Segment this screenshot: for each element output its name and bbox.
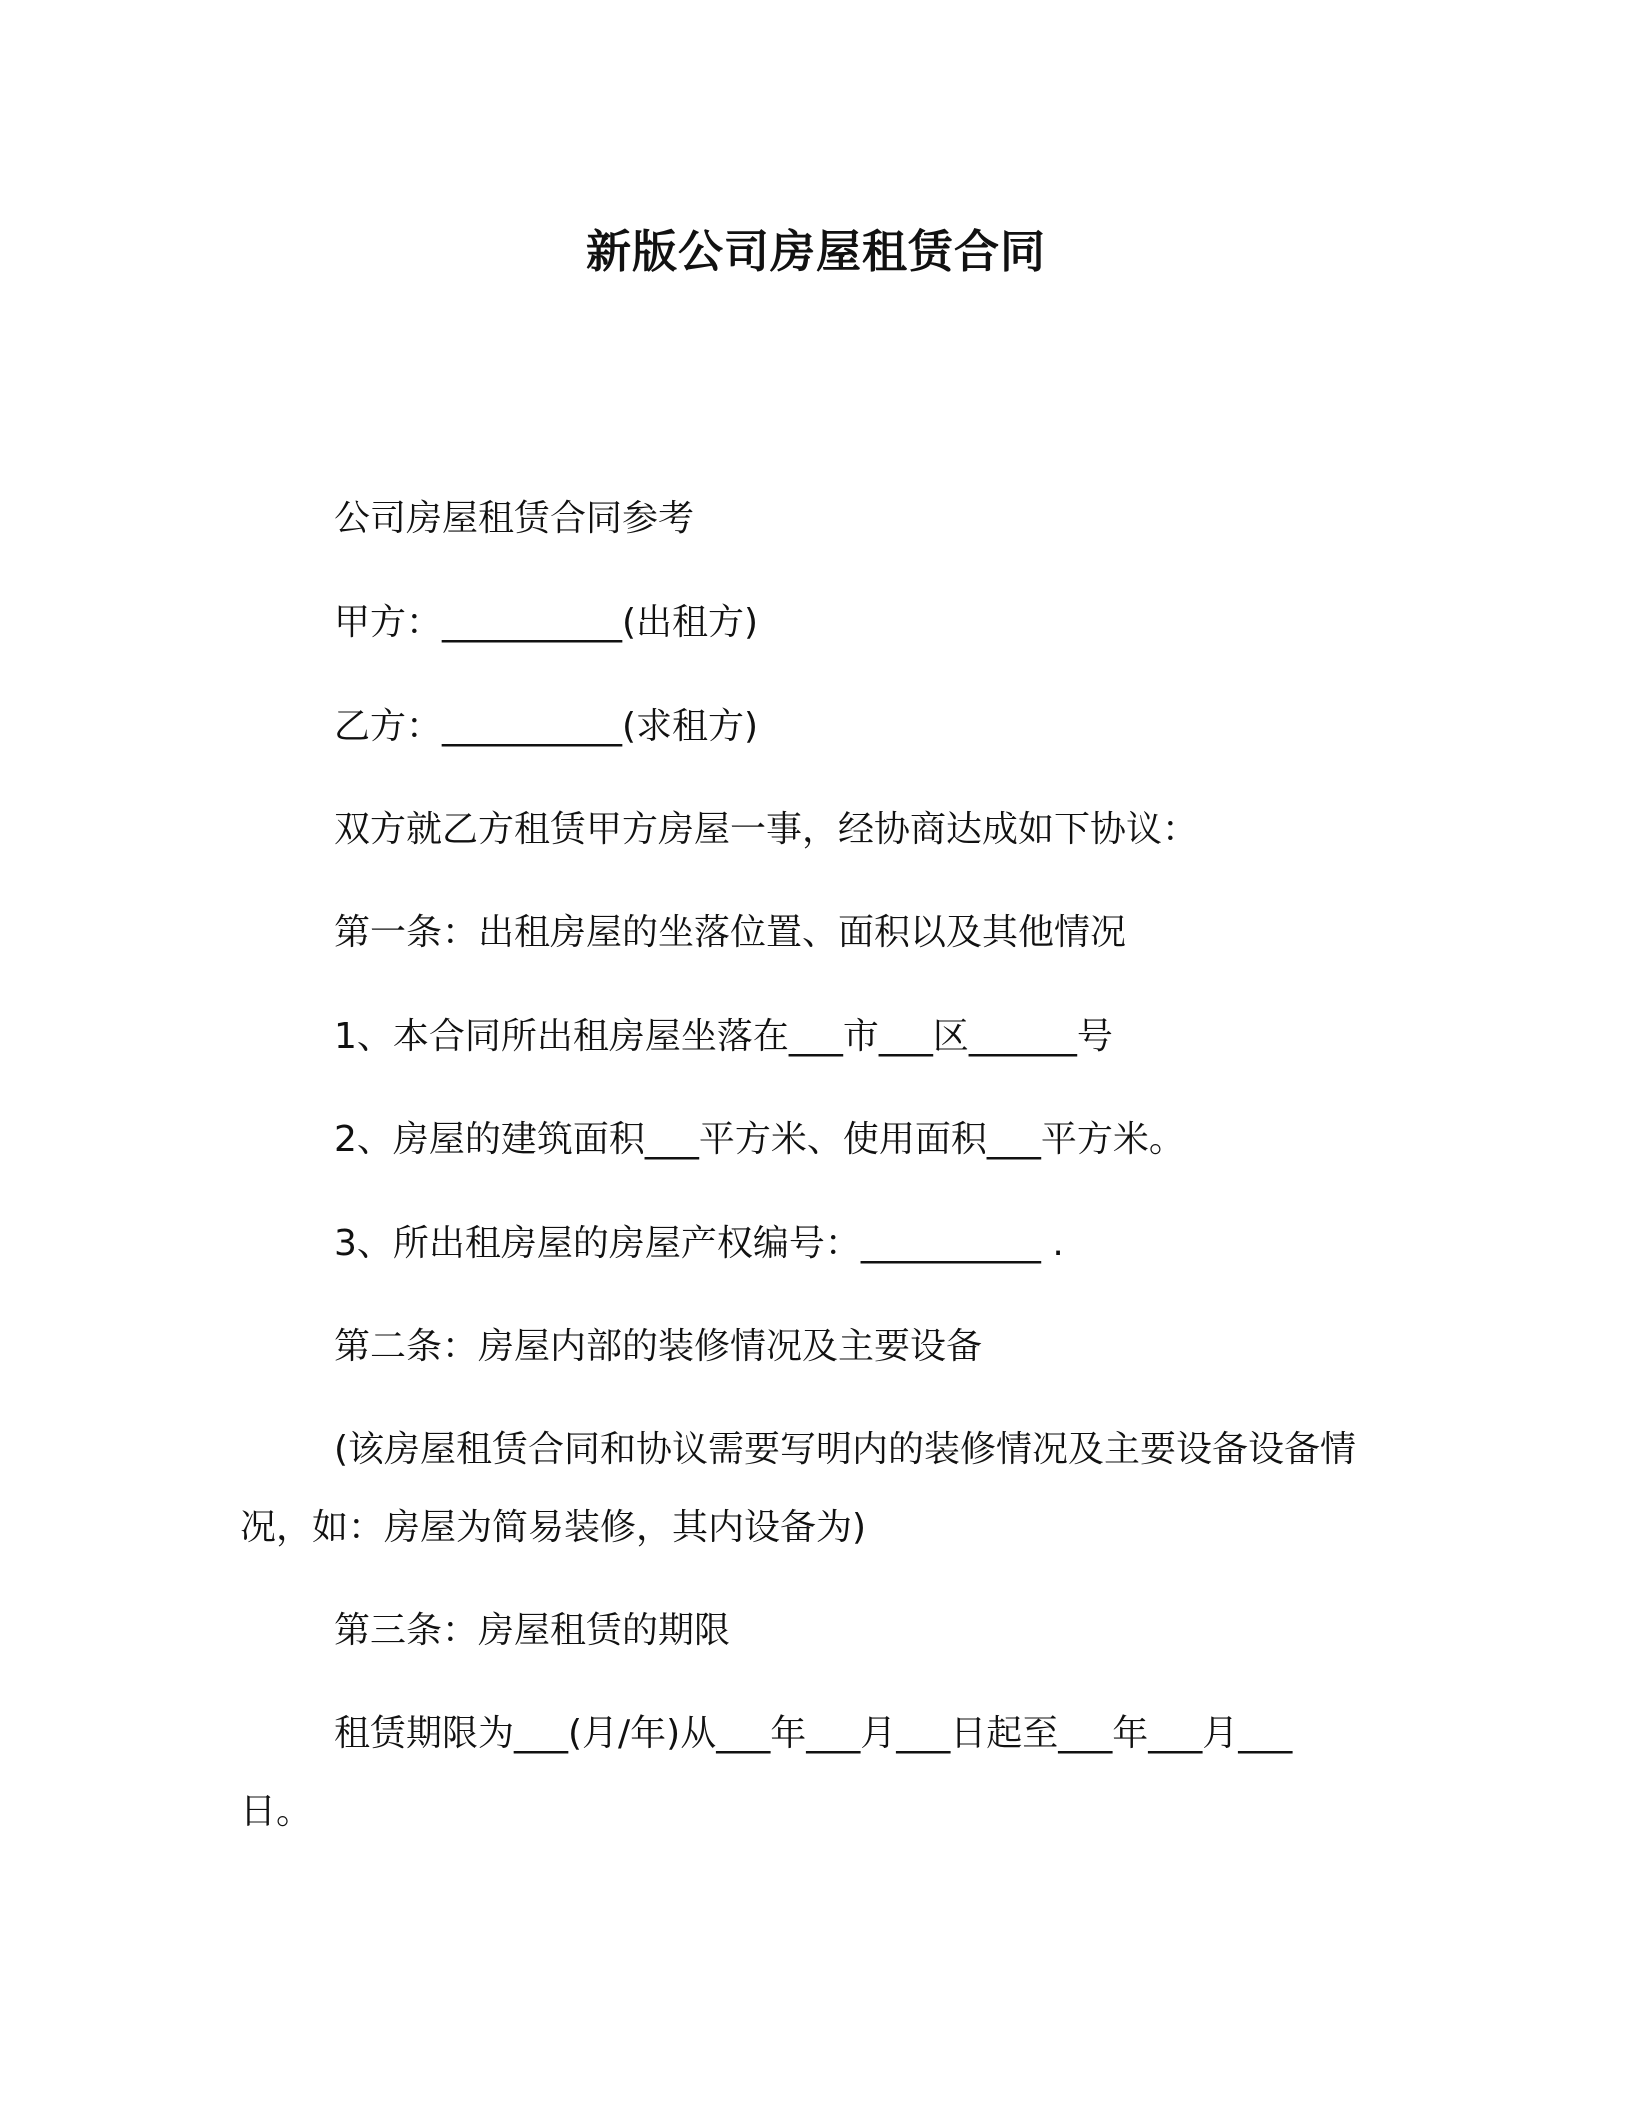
- subtitle: 公司房屋租赁合同参考: [334, 498, 695, 539]
- article-3-heading: 第三条：房屋租赁的期限: [334, 1610, 731, 1651]
- document-title: 新版公司房屋租赁合同: [585, 225, 1046, 278]
- party-a-line: 甲方：__________(出租方): [334, 602, 759, 643]
- article-2-note: (该房屋租赁合同和协议需要写明内的装修情况及主要设备设备情况，如：房屋为简易装修，其内设备为): [240, 1429, 1357, 1548]
- article-3-term: 租赁期限为___(月/年)从___年___月___日起至___年___月___日。: [240, 1713, 1293, 1832]
- article-1-item-1: 1、本合同所出租房屋坐落在___市___区______号: [334, 1016, 1113, 1057]
- party-b-line: 乙方：__________(求租方): [334, 706, 759, 747]
- article-1-item-2: 2、房屋的建筑面积___平方米、使用面积___平方米。: [334, 1119, 1185, 1160]
- preamble: 双方就乙方租赁甲方房屋一事，经协商达成如下协议：: [334, 809, 1199, 850]
- article-1-item-3: 3、所出租房屋的房屋产权编号：__________ .: [334, 1223, 1064, 1264]
- article-2-heading: 第二条：房屋内部的装修情况及主要设备: [334, 1326, 983, 1367]
- article-1-heading: 第一条：出租房屋的坐落位置、面积以及其他情况: [334, 912, 1127, 953]
